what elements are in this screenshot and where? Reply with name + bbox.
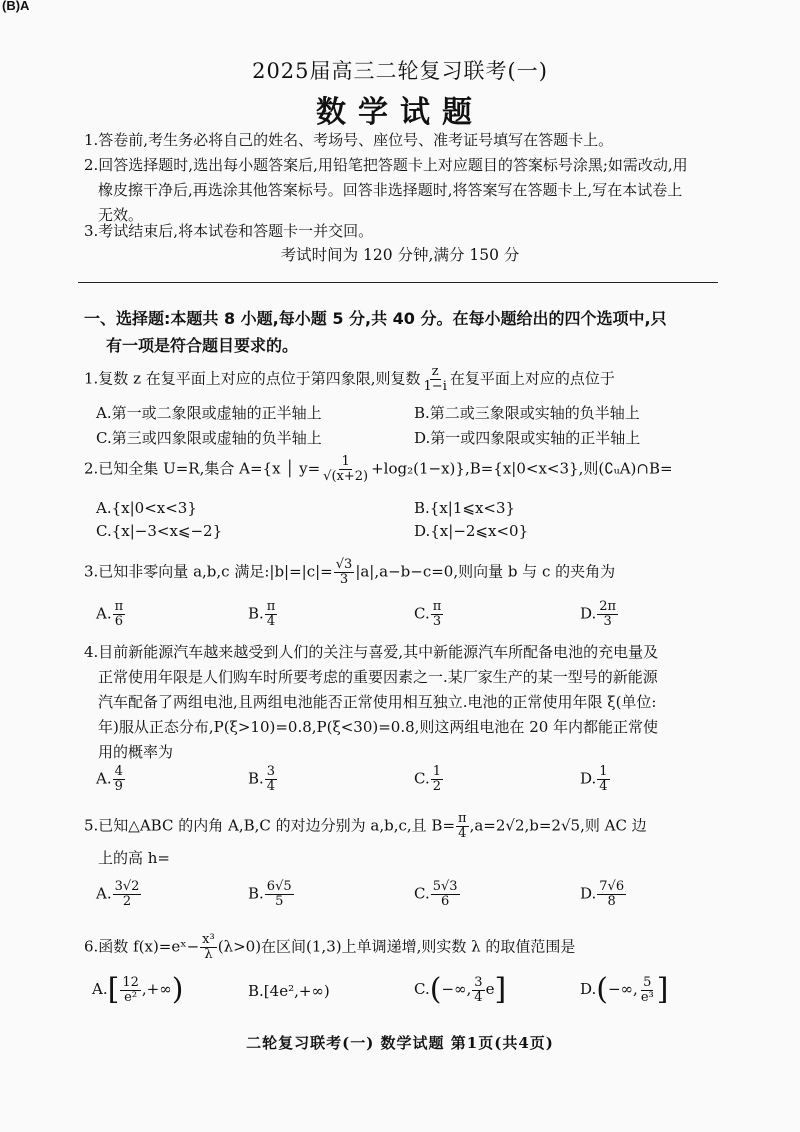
q3-option-d: D. $\frac{2\pi}{3}$ [580, 599, 617, 629]
question-2: 2.已知全集 U=R,集合 A={x │ y= $\frac{1}{√(x+2)}$ +log₂(1−x)},B={x|0<x<3},则(∁ᵤA)∩B= [84, 454, 673, 484]
fraction: $\frac{\text{x³}}{\lambda}$ [202, 932, 215, 962]
q3-option-c: C. $\frac{\pi}{3}$ [414, 599, 442, 629]
q6-option-c: C.(−∞, $\frac{3}{4}$ e] [414, 972, 507, 1007]
q3-option-a: A. $\frac{\pi}{6}$ [96, 599, 124, 629]
question-3: 3.已知非零向量 a,b,c 满足:|b|=|c|= $\frac{√3}{3}$ |a|,a−b−c=0,则向量 b 与 c 的夹角为 [84, 557, 616, 587]
fraction: $\frac{\pi}{4}$ [458, 811, 467, 841]
q2-option-b: B.{x|1⩽x<3} [414, 499, 516, 517]
instruction-2: 2.回答选择题时,选出每小题答案后,用铅笔把答题卡上对应题目的答案标号涂黑;如需改动,用 [84, 156, 688, 174]
q2-option-d: D.{x|−2⩽x<0} [414, 522, 529, 540]
section-header-cont: 有一项是符合题目要求的。 [106, 336, 299, 355]
divider [78, 282, 718, 283]
instruction-3: 3.考试结束后,将本试卷和答题卡一并交回。 [84, 222, 374, 240]
q4-option-a: A. $\frac{4}{9}$ [96, 764, 123, 794]
exam-time-info: 考试时间为 120 分钟,满分 150 分 [280, 246, 520, 264]
question-1: 1.复数 z 在复平面上对应的点位于第四象限,则复数 $\frac{z}{1-i}$ 在复平面上对应的点位于 [84, 364, 615, 394]
section-header: 一、选择题:本题共 8 小题,每小题 5 分,共 40 分。在每小题给出的四个选项中,只 [84, 309, 667, 328]
q2-option-c: C.{x|−3<x⩽−2} [96, 522, 223, 540]
exam-title: 2025届高三二轮复习联考(一) [252, 59, 548, 83]
q1-option-a: A.第一或二象限或虚轴的正半轴上 [96, 404, 322, 422]
question-5: 5.已知△ABC 的内角 A,B,C 的对边分别为 a,b,c,且 B= $\frac{\pi}{4}$ ,a=2√2,b=2√5,则 AC 边 [84, 811, 647, 841]
question-4-line-1: 4.目前新能源汽车越来越受到人们的关注与喜爱,其中新能源汽车所配备电池的充电量及 [84, 643, 659, 661]
q4-option-b: B. $\frac{3}{4}$ [248, 764, 276, 794]
question-4-line-5: 用的概率为 [98, 743, 174, 761]
subject-title: 数学试题 [316, 95, 484, 130]
question-4-line-2: 正常使用年限是人们购车时所要考虑的重要因素之一.某厂家生产的某一型号的新能源 [98, 668, 658, 686]
q5-option-a: A. $\frac{3√2}{2}$ [96, 879, 140, 909]
question-4-line-4: 年)服从正态分布,P(ξ>10)=0.8,P(ξ<30)=0.8,则这两组电池在 20 年内都能正常使 [98, 718, 659, 736]
question-5-line-2: 上的高 h= [98, 849, 170, 867]
question-4-line-3: 汽车配备了两组电池,且两组电池能否正常使用相互独立.电池的正常使用年限 ξ(单位: [98, 693, 657, 711]
q6-option-d: D.(−∞, $\frac{5}{\text{e³}}$ ] [580, 972, 669, 1007]
q6-option-b: B.[4e²,+∞) [248, 982, 330, 1000]
corner-mark: (B)A [2, 0, 30, 13]
q5-option-d: D. $\frac{7√6}{8}$ [580, 879, 625, 909]
q5-option-b: B. $\frac{6√5}{5}$ [248, 879, 292, 909]
q2-option-a: A.{x|0<x<3} [96, 499, 197, 517]
q4-option-d: D. $\frac{1}{4}$ [580, 764, 608, 794]
question-6: 6.函数 f(x)=eˣ− $\frac{\text{x³}}{\lambda}$ (λ>0)在区间(1,3)上单调递增,则实数 λ 的取值范围是 [84, 932, 576, 962]
fraction: $\frac{√3}{3}$ [335, 557, 353, 587]
q1-option-b: B.第二或三象限或实轴的负半轴上 [414, 404, 640, 422]
q5-option-c: C. $\frac{5√3}{6}$ [414, 879, 458, 909]
q3-option-b: B. $\frac{\pi}{4}$ [248, 599, 276, 629]
q4-option-c: C. $\frac{1}{2}$ [414, 764, 441, 794]
fraction: $\frac{z}{1-i}$ [423, 364, 447, 394]
fraction: $\frac{1}{√(x+2)}$ [323, 454, 369, 484]
instruction-1: 1.答卷前,考生务必将自己的姓名、考场号、座位号、准考证号填写在答题卡上。 [84, 131, 614, 149]
page-footer: 二轮复习联考(一) 数学试题 第1页(共4页) [246, 1034, 554, 1052]
q1-option-d: D.第一或四象限或实轴的正半轴上 [414, 429, 641, 447]
q1-option-c: C.第三或四象限或虚轴的负半轴上 [96, 429, 322, 447]
q6-option-a: A.[ $\frac{12}{\text{e²}}$ ,+∞) [92, 972, 184, 1007]
instruction-2-end: 无效。 [98, 206, 144, 224]
instruction-2-cont: 橡皮擦干净后,再选涂其他答案标号。回答非选择题时,将答案写在答题卡上,写在本试卷上 [98, 181, 683, 199]
